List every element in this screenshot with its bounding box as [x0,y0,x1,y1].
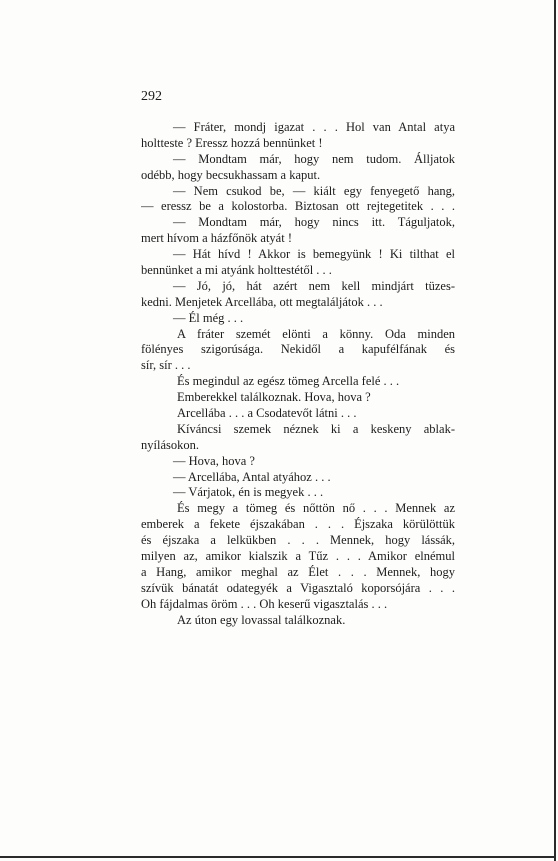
text-line: — Él még . . . [173,310,244,325]
text-line: A fráter szemét elönti a könny. Oda minden [177,326,455,341]
text-line: — Arcellába, Antal atyához . . . [173,469,331,484]
text-line: sír, sír . . . [141,358,191,373]
text-line: — eressz be a kolostorba. Biztosan ott rejtegetitek . . . [141,199,455,214]
text-line: Az úton egy lovassal találkoznak. [177,612,346,627]
text-line: odébb, hogy becsukhassam a kaput. [141,167,321,182]
page-edge-bottom [0,856,556,858]
text-line: — Hova, hova ? [173,453,255,468]
text-line: nyílásokon. [141,437,199,452]
text-line: Arcellába . . . a Csodatevőt látni . . . [177,406,357,421]
text-line: Emberekkel találkoznak. Hova, hova ? [177,390,371,405]
text-line: Kíváncsi szemek néznek ki a keskeny ablak- [177,421,455,436]
text-line: — Mondtam már, hogy nincs itt. Táguljatok, [173,215,455,230]
text-line: — Hát hívd ! Akkor is bemegyünk ! Ki tilthat el [173,247,455,262]
text-line: — Jó, jó, hát azért nem kell mindjárt tüzes- [173,278,455,293]
text-line: milyen az, amikor kialszik a Tűz . . . Amikor elnémul [141,549,455,564]
text-line: és éjszaka a lelkükben . . . Mennek, hogy lássák, [141,533,455,548]
text-line: — Nem csukod be, — kiált egy fenyegető hang, [173,183,455,198]
text-line: Oh fájdalmas öröm . . . Oh keserű vigasztalás . . . [141,596,388,611]
text-line: holtteste ? Eressz hozzá bennünket ! [141,135,323,150]
text-line: mert hívom a házfőnök atyát ! [141,231,292,246]
page-edge-right [554,0,556,861]
text-line: a Hang, amikor meghal az Élet . . . Mennek, hogy [141,564,455,579]
text-line: — Fráter, mondj igazat . . . Hol van Antal atya [173,120,455,134]
text-line: kedni. Menjetek Arcellába, ott megtaláljátok . . . [141,294,383,309]
text-line: szívük bánatát odategyék a Vigasztaló koporsójára . . . [141,580,455,595]
page-number: 292 [141,89,162,104]
text-line: — Mondtam már, hogy nem tudom. Álljatok [173,151,455,166]
text-line: bennünket a mi atyánk holttestétől . . . [141,263,332,278]
text-line: És megy a tömeg és nőttön nő . . . Mennek az [177,501,455,516]
text-line: emberek a fekete éjszakában . . . Éjszaka körülöttük [141,517,455,532]
text-line: fölényes szigorúsága. Nekidől a kapufélfának és [141,342,455,357]
body-text [141,120,455,629]
text-line: És megindul az egész tömeg Arcella felé . . . [177,374,400,389]
text-line: — Várjatok, én is megyek . . . [173,485,324,500]
